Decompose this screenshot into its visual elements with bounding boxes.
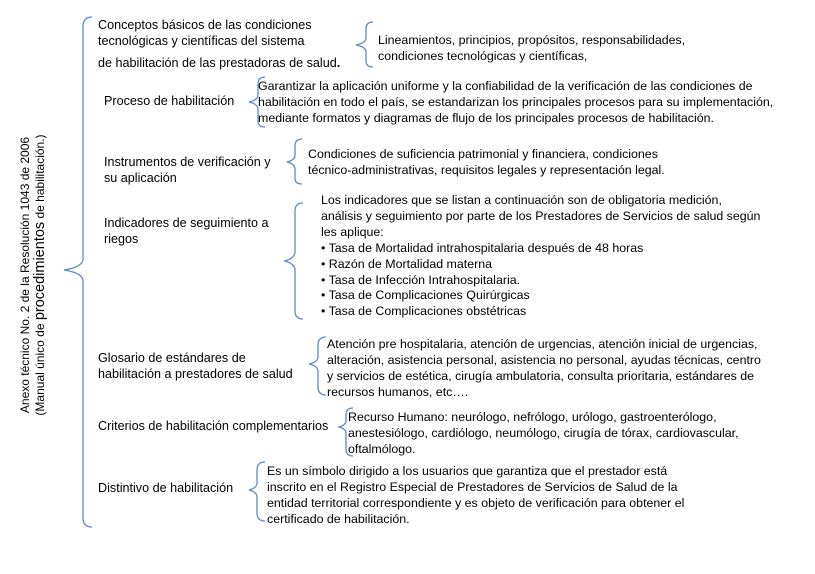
brace-instrumentos (287, 139, 302, 184)
section-label-instrumentos: Instrumentos de verificación y su aplicación (104, 155, 271, 185)
section-desc-indicadores: Los indicadores que se listan a continuación son de obligatoria medición, análisis y seguimiento por parte de los Prestadores de Servicios de salud según les aplique: • Tasa de Mortalidad intrahospitalaria después de 48 horas • Razón de Mortalidad materna • Tasa de Infección Intrahospitalaria. • Tasa de Complicaciones Quirúrgicas • Tasa de Complicaciones obstétricas (321, 193, 761, 319)
section-label-distintivo: Distintivo de habilitación (98, 481, 234, 495)
section-label-proceso: Proceso de habilitación (104, 94, 235, 108)
title-line-1: Anexo técnico No. 2 de la Resolución 1043 de 2006 (17, 136, 32, 414)
title-line-2: (Manual único de procedimientos de habilitación.) (31, 134, 48, 416)
diagram-title (10, 100, 55, 450)
main-brace (64, 17, 92, 527)
bullet-item: • Tasa de Mortalidad intrahospitalaria después de 48 horas (321, 240, 644, 255)
bullet-item: • Tasa de Complicaciones Quirúrgicas (321, 288, 530, 303)
section-label-indicadores: Indicadores de seguimiento a riegos (104, 216, 269, 246)
bullet-item: • Tasa de Complicaciones obstétricas (321, 304, 527, 319)
section-desc-glosario: Atención pre hospitalaria, atención de urgencias, atención inicial de urgencias, alteración, asistencia personal, asistencia no personal, ayudas técnicas, centro y servicios de estética, cirugía ambulatoria, consulta prioritaria, estándares de recursos humanos, etc…. (327, 337, 761, 399)
section-desc-instrumentos: Condiciones de suficiencia patrimonial y financiera, condiciones técnico-administrativas, requisitos legales y representación legal. (308, 147, 665, 177)
bullet-item: • Razón de Mortalidad materna (321, 256, 493, 271)
section-label-conceptos: Conceptos básicos de las condiciones tecnológicas y científicas del sistema de habilitación de las prestadoras de salud. (98, 18, 341, 70)
section-label-glosario: Glosario de estándares de habilitación a prestadores de salud (98, 351, 293, 381)
brace-conceptos (356, 22, 373, 67)
section-label-criterios: Criterios de habilitación complementarios (98, 419, 329, 433)
brace-indicadores (285, 203, 303, 319)
section-desc-distintivo: Es un símbolo dirigido a los usuarios que garantiza que el prestador está inscrito en el Registro Especial de Prestadores de Servicios de Salud de la entidad territorial correspondiente y es objeto de verificación para obtener el certificado de habilitación. (267, 464, 685, 526)
section-desc-conceptos: Lineamientos, principios, propósitos, responsabilidades, condiciones tecnológicas y científicas, (378, 33, 686, 63)
section-desc-criterios: Recurso Humano: neurólogo, nefrólogo, urólogo, gastroenterólogo, anestesiólogo, cardiólogo, neumólogo, cirugía de tórax, cardiovascular, oftalmólogo. (348, 410, 739, 456)
brace-glosario (309, 337, 326, 395)
brace-distintivo (249, 462, 265, 521)
bullet-item: • Tasa de Infección Intrahospitalaria. (321, 272, 521, 287)
section-desc-proceso: Garantizar la aplicación uniforme y la confiabilidad de la verificación de las condiciones de habilitación en todo el país, se estandarizan los principales procesos para su implementación, mediante formatos y diagramas de flujo de los principales procesos de habilitación. (258, 79, 774, 125)
